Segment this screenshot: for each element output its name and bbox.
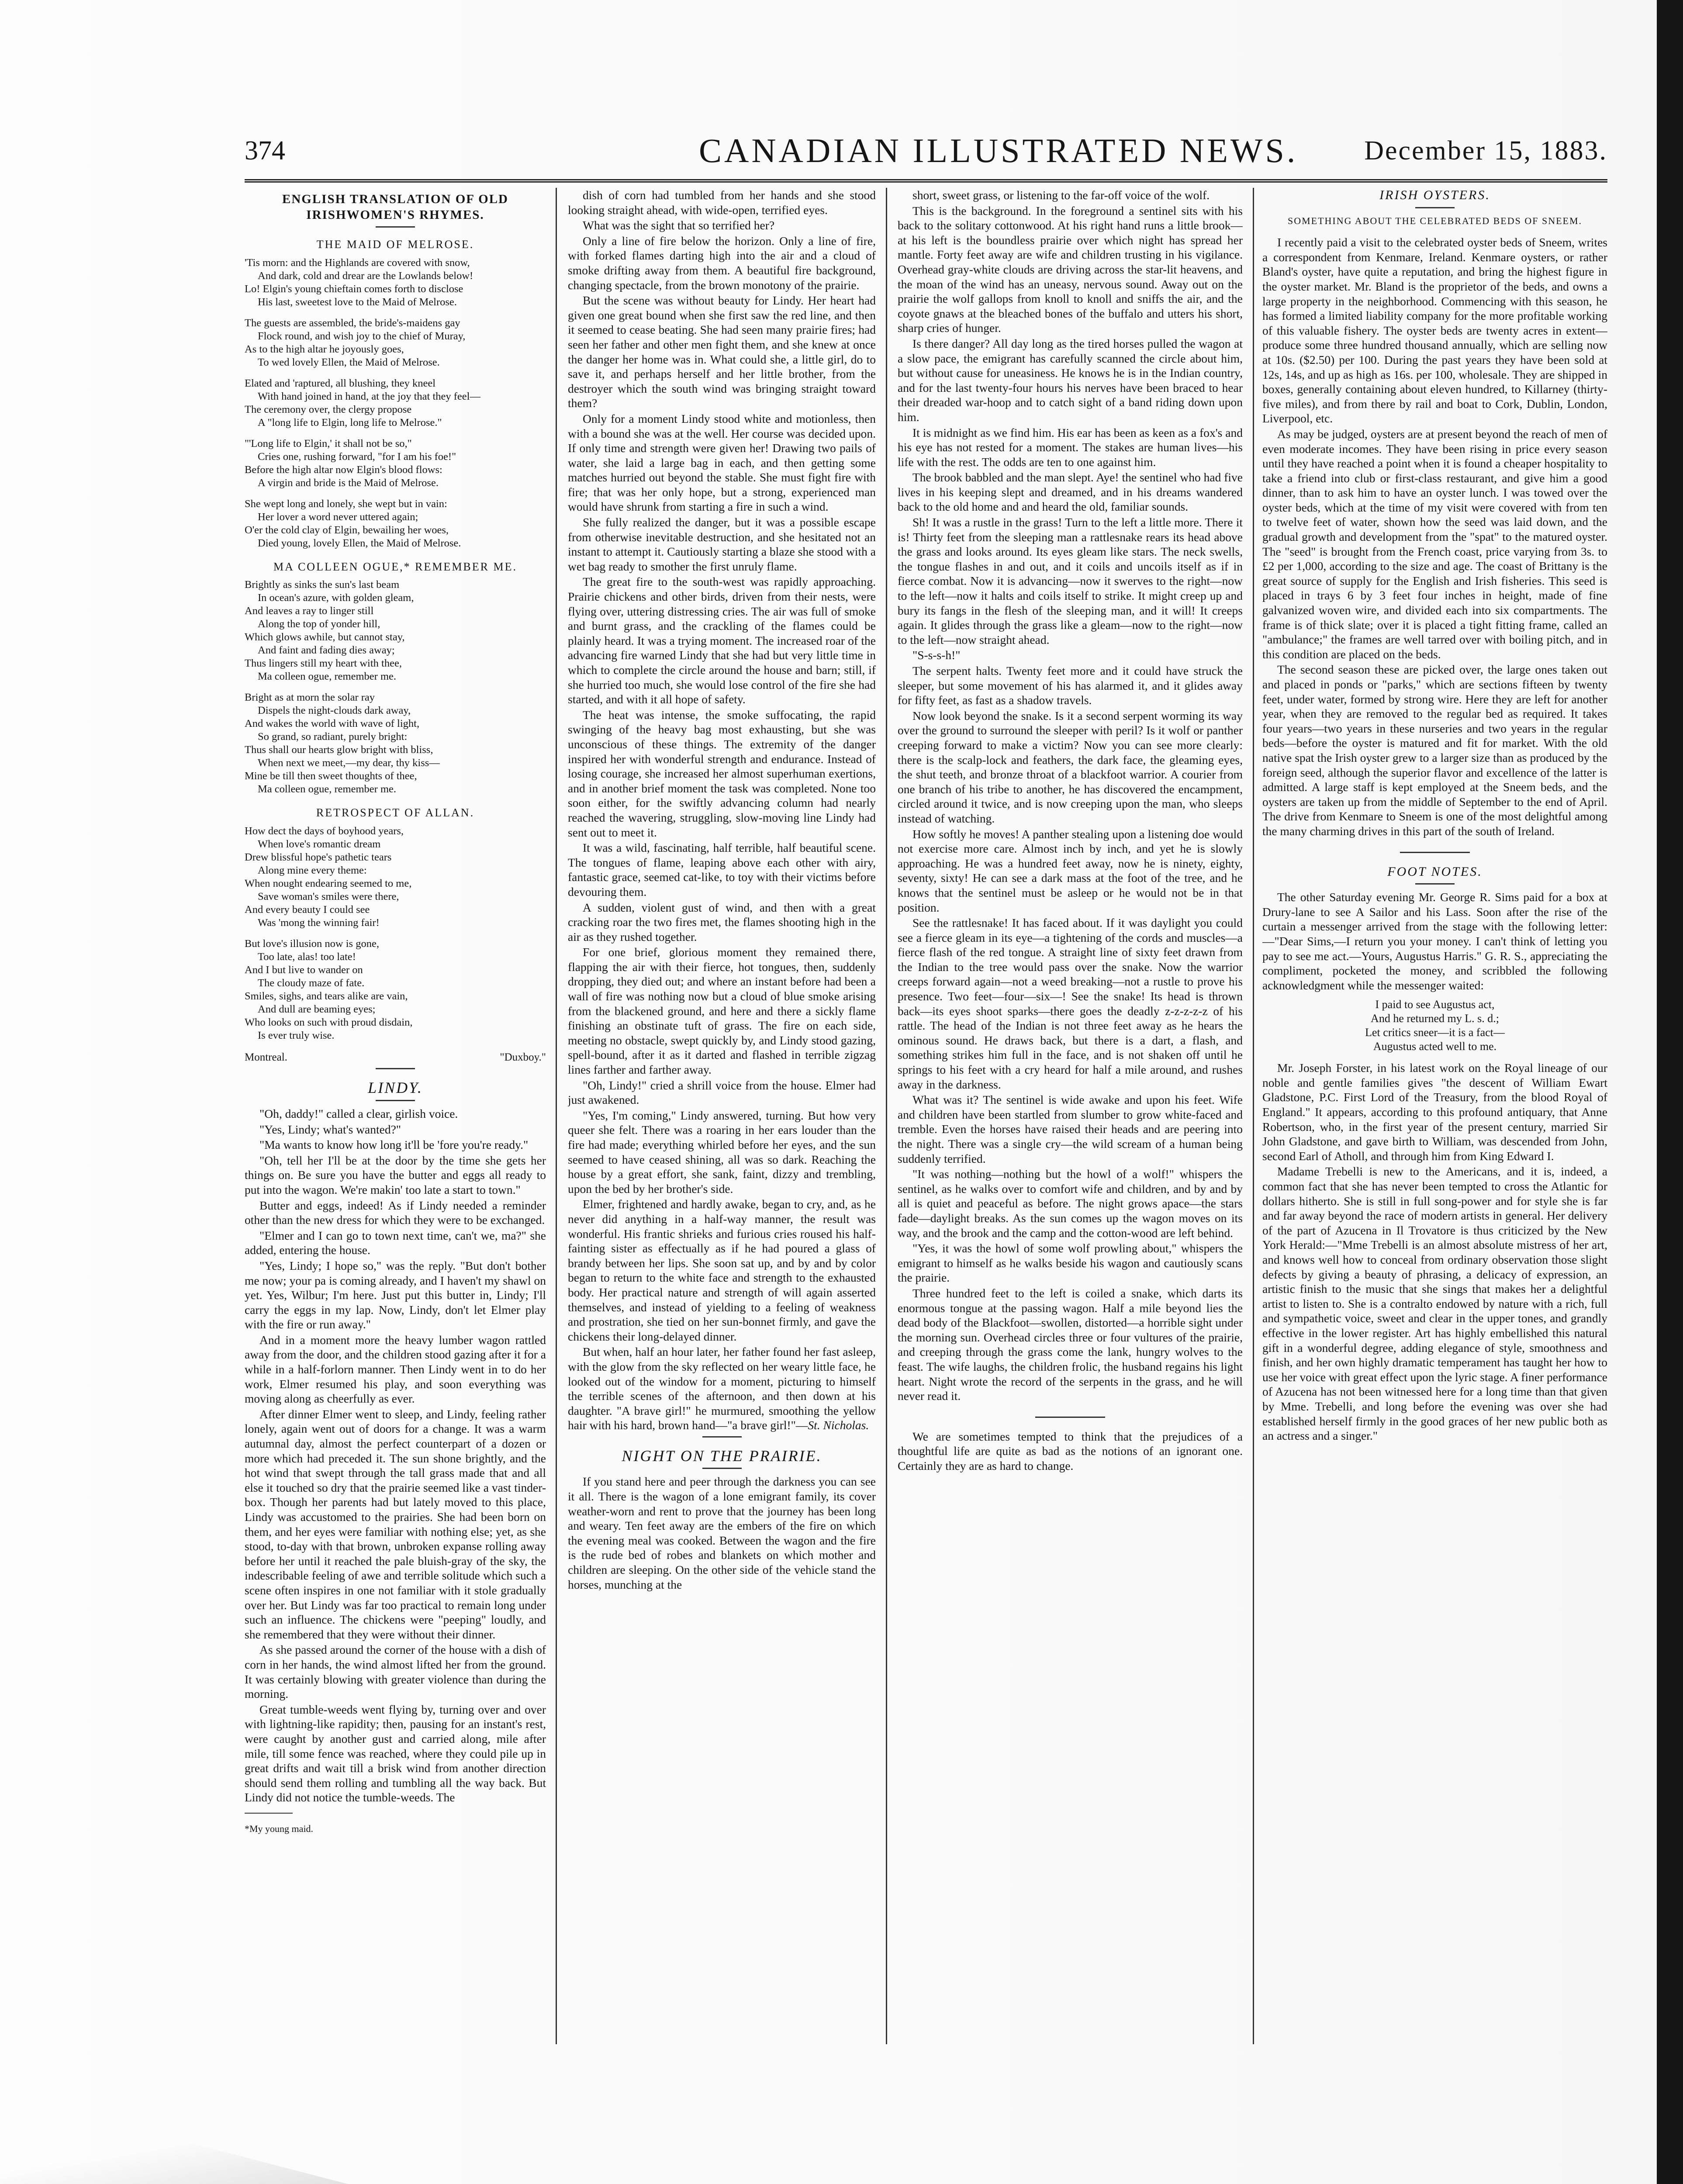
paragraph: But the scene was without beauty for Lindy. Her heart had given one great bound when she first saw the red line, and then it seemed to cease beating. She had seen many prairie fires; had seen her father and other men fight them, and she knew at once the danger her home was in. What could she, a little girl, do to save it, and perhaps herself and her little brother, from the destroyer which the south wind was bringing straight toward them? [568,294,876,410]
paragraph: Sh! It was a rustle in the grass! Turn to the left a little more. There it is! Thirty feet from the sleeping man a rattlesnake rears its head above the grass and looks around. Its eyes gleam like stars. The neck swells, the tongue flashes in and out, and it coils and uncoils itself as if in fierce combat. Now it is advancing—now it swerves to the right—now to the left—now it halts and coils itself to strike. It might creep up and bury its fangs in the flesh of the sleeping man, and it will! It creeps again. It glides through the grass like a gleam—now to the right—now to the left—now straight ahead. [898,515,1243,646]
story-title: LINDY. [368,1079,423,1097]
paragraph: For one brief, glorious moment they remained there, flapping the air with their fierce, hot tongues, then, suddenly dropping, they died out; and where an instant before had been a wall of fire was nothing now but a cloud of blue smoke arising from the blackened ground, and here and there a sickly flame finishing an obstinate tuft of grass. The fire on each side, meeting no obstacle, swept quickly by, and Lindy stood gazing, spell-bound, after it as it darted and flashed in terrible zigzag lines farther and farther away. [568,945,876,1077]
verse-line: Cries one, rushing forward, "for I am his foe!" [258,450,456,463]
poem-maid-of-melrose [245,256,546,550]
page-curl [0,2037,655,2184]
paragraph: "Oh, tell her I'll be at the door by the time she gets her things on. Be sure you have the butter and eggs all ready to put into the wagon. We're makin' too late a start to town." [245,1153,546,1196]
verse-line: As to the high altar he joyously goes, [245,343,404,355]
paragraph: "Yes, Lindy; I hope so," was the reply. "But don't bother me now; your pa is coming already, and I haven't my shawl on yet. Yes, Wilbur; I'm here. Just put this butter in, Lindy; I'll carry the eggs in my lap. Now, Lindy, don't let Elmer play with the fire or run away." [245,1258,546,1331]
divider [1415,883,1455,885]
paragraph: It was a wild, fascinating, half terrible, half beautiful scene. The tongues of flame, leaping above each other with airy, fantastic grace, seemed cat-like, to toy with their victims before devouring them. [568,841,876,898]
footnote: *My young maid. [245,1823,314,1834]
verse-line: And wakes the world with wave of light, [245,718,420,730]
paragraph: Now look beyond the snake. Is it a second serpent worming its way over the ground to surround the sleeper with peril? Is it wolf or panther creeping forward to make a victim? Now you can see more clearly: there is the scalp-lock and feathers, the dark face, the gleaming eyes, the shut teeth, and bronze throat of a blackfoot warrior. A courier from one branch of his tribe to another, he has discovered the encampment, circled around it twice, and is now creeping upon the man, who sleeps instead of watching. [898,708,1243,825]
verse-line: Save woman's smiles were there, [258,890,399,902]
poem-title: MA COLLEEN OGUE,* REMEMBER ME. [273,560,517,573]
verse-line: Thus lingers still my heart with thee, [245,657,402,670]
paragraph: Elmer, frightened and hardly awake, began to cry, and, as he never did anything in a half-way manner, the result was wonderful. His frantic shrieks and furious cries roused his half-fainting sister as effectually as if he had poured a glass of brandy between her lips. She soon sat up, and by and by color began to return to the white face and strength to the exhausted body. Her practical nature and strength of will again asserted themselves, and instead of yielding to a feeling of weakness and prostration, she tied on her sun-bonnet firmly, and gave the chickens their long-delayed dinner. [568,1197,876,1343]
verse-line: And leaves a ray to linger still [245,605,374,617]
divider [376,1100,415,1101]
paragraph: How softly he moves! A panther stealing upon a listening doe would not exercise more care. Almost inch by inch, and yet he is slowly approaching. He was a hundred feet away, now he is ninety, eighty, seventy, sixty! He can see a dark mass at the foot of the tree, and he knows that the sentinel must be asleep or he would not be in that position. [898,827,1243,914]
column-rule [886,188,887,2044]
divider [245,1813,293,1814]
verse-line: How dect the days of boyhood years, [245,825,404,837]
author: "Duxboy." [500,1051,546,1063]
paragraph: The second season these are picked over, the large ones taken out and placed in ponds or "parks," which are sections fifteen by twenty feet, under water, formed by strong wire. Here they are left for another year, when they are removed to the regular bed as required. It takes four years—two years in these nurseries and two years in the regular beds—before the oyster is matured and fit for market. With the old native spat the Irish oyster grew to a larger size than as produced by the foreign seed, although the superior flavor and excellence of the latter is admitted. A large staff is kept employed at the Sneem beds, and the oysters are taken up from the middle of September to the end of April. The drive from Kenmare to Sneem is one of the most delightful among the many charming drives in this part of the south of Ireland. [1262,663,1607,838]
paragraph: Butter and eggs, indeed! As if Lindy needed a reminder other than the new dress for which they were to be exchanged. [245,1198,546,1227]
stanza [245,437,546,490]
verse-line: Ma colleen ogue, remember me. [258,670,397,683]
verse-line: Lo! Elgin's young chieftain comes forth to disclose [245,283,463,295]
paragraph: "Oh, daddy!" called a clear, girlish voice. [259,1106,458,1120]
verse-line: With hand joined in hand, at the joy that they feel— [258,390,480,402]
paragraph: "Yes, I'm coming," Lindy answered, turning. But how very queer she felt. There was a roaring in her ears louder than the fire had made; everything whirled before her eyes, and the sun seemed to have ceased shining, all was so dark. Reaching the house by a great effort, she sank, faint, dizzy and trembling, upon the bed by her brother's side. [568,1108,876,1196]
verse-line: The guests are assembled, the bride's-maidens gay [245,317,460,329]
verse-line: So grand, so radiant, purely bright: [258,731,408,743]
verse-line: Bright as at morn the solar ray [245,691,375,704]
paragraph: "Oh, Lindy!" cried a shrill voice from the house. Elmer had just awakened. [568,1078,876,1107]
column-4 [1262,188,1607,2044]
paragraph: The brook babbled and the man slept. Aye! the sentinel who had five lives in his keeping slept and dreamed, and in his dreams wandered back to the old home and and heard the old, familiar sounds. [898,470,1243,514]
verse-line: Thus shall our hearts glow bright with bliss, [245,744,433,756]
verse-line: And dark, cold and drear are the Lowlands below! [258,270,473,282]
stanza [245,825,546,930]
divider [702,1436,742,1438]
verse-line: Too late, alas! too late! [258,950,356,963]
verse-line: Along the top of yonder hill, [258,618,380,630]
citation: St. Nicholas. [808,1418,869,1432]
paragraph: Mr. Joseph Forster, in his latest work on the Royal lineage of our noble and gentle families gives "the descent of William Ewart Gladstone, P.C. First Lord of the Treasury, from the blood Royal of England." It appears, according to this profound antiquary, that Anne Robertson, who, in the first year of the present century, married Sir John Gladstone, and gave birth to William, was descended from John, second Earl of Atholl, and through him from King Edward I. [1262,1061,1607,1163]
divider [702,1468,742,1469]
paragraph: See the rattlesnake! It has faced about. If it was daylight you could see a fierce gleam in its eye—a tightening of the cords and muscles—a fierce flash of the red tongue. A straight line of sixty feet drawn from the Indian to the tree would pass over the snake. Now the warrior creeps forward again—not a weed breaking—not a rustle to prove his presence. Two feet—four—six—! See the snake! Its head is thrown back—its eyes shoot sparks—there goes the deadly z-z-z-z-z of his rattle. The head of the Indian is not three feet away as he hears the ominous sound. He draws back, but there is a dart, a flash, and something strikes him full in the face, and is not shaken off until he springs to his feet with a cry heard for half a mile around, and rushes away in the darkness. [898,916,1243,1091]
paragraph: As may be judged, oysters are at present beyond the reach of men of even moderate incomes. They have been rising in price every season until they have reached a point when it is found a cheaper hospitality to take a friend into club or first-class restaurant, and give him a good dinner, than to ask him to have an oyster lunch. I was towed over the oyster beds, which at the time of my visit were covered with from ten to twelve feet of water, shown how the seed was laid down, and the gradual growth and development from the "spat" to the matured oyster. The "seed" is brought from the French coast, price varying from 3s. to £2 per 1,000, according to the size and age. The coast of Brittany is the great source of supply for the English and Irish fisheries. This seed is placed in trays 6 by 3 feet four inches in height, made of fine galvanized woven wire, and divided each into six compartments. The frame is of thick slate; over it is placed a tight fitting frame, called an "ambulance;" the frames are well tarred over with boiling pitch, and in this condition are placed on the beds. [1262,427,1607,661]
verse-line: She wept long and lonely, she wept but in vain: [245,498,447,510]
stanza [245,937,546,1042]
verse-line: Along mine every theme: [258,864,367,876]
verse-line: But love's illusion now is gone, [245,937,379,950]
verse-line: Smiles, sighs, and tears alike are vain, [245,990,408,1002]
story-title: NIGHT ON THE PRAIRIE. [622,1447,822,1465]
verse-line: Her lover a word never uttered again; [258,511,418,523]
paragraph: After dinner Elmer went to sleep, and Lindy, feeling rather lonely, again went out of doors for a change. It was a warm autumnal day, almost the perfect counterpart of a dozen or more which had preceded it. The sun shone brightly, and the hot wind that swept through the tall grass made that and all else it touched so dry that the prairie seemed like a vast tinder-box. Though her parents had but lately moved to this place, Lindy was accustomed to the prairies. She had been born on them, and her eyes were familiar with nothing else; yet, as she stood, to-day with that brown, unbroken expanse rolling away before her until it reached the pale bluish-gray of the sky, the indescribable feeling of awe and terrible solitude which such a scene often inspires in one not familiar with it stole gradually over her. But Lindy was far too practical to remain long under such an influence. The chickens were "peeping" loudly, and she remembered that they were without their dinner. [245,1407,546,1641]
stanza [245,578,546,683]
verse-line: Drew blissful hope's pathetic tears [245,851,392,863]
column-rule [1253,188,1254,2044]
column-2 [568,188,876,2044]
paragraph: What was it? The sentinel is wide awake and upon his feet. Wife and children have been startled from slumber to grow white-faced and tremble. Even the horses have raised their heads and are peering into the night. There was a single cry—the wild scream of a human being suddenly terrified. [898,1093,1243,1165]
verse [1262,998,1607,1054]
paragraph: But when, half an hour later, her father found her fast asleep, with the glow from the sky reflected on her weary little face, he looked out of the window for a moment, picturing to himself the terrible scenes of the afternoon, and then down at his daughter. "A brave girl!" he murmured, smoothing the yellow hair with his hard, brown hand—"a brave girl!"—St. Nicholas. [568,1345,876,1432]
verse-line: Is ever truly wise. [258,1029,335,1041]
verse-line: When nought endearing seemed to me, [245,877,412,889]
stanza [245,256,546,309]
verse-line: Died young, lovely Ellen, the Maid of Melrose. [258,537,461,549]
paragraph: This is the background. In the foreground a sentinel sits with his back to the solitary cottonwood. At his right hand runs a little brook—at his left is the boundless prairie over which night has spread her mantle. Forty feet away are wife and children trusting in his vigilance. Overhead gray-white clouds are driving across the star-lit heavens, and the moan of the wind has an uneasy, nervous sound. Away out on the prairie the wolf gallops from knoll to knoll and sniffs the air, and the coyote gnaws at the bleached bones of the buffalo and utters his short, sharp cries of hunger. [898,204,1243,335]
verse-line: Ma colleen ogue, remember me. [258,783,397,795]
paragraph: And in a moment more the heavy lumber wagon rattled away from the door, and the children stood gazing after it for a while in a half-forlorn manner. Then Lindy went in to do her work, Elmer resumed his play, and soon everything was moving along as cheerfully as ever. [245,1333,546,1406]
verse-line: His last, sweetest love to the Maid of Melrose. [258,296,457,308]
divider [376,1068,415,1069]
verse-line: Which glows awhile, but cannot stay, [245,631,405,643]
paragraph: dish of corn had tumbled from her hands and she stood looking straight ahead, with wide-open, terrified eyes. [568,188,876,217]
verse-line: O'er the cold clay of Elgin, bewailing her woes, [245,524,449,536]
verse-line: 'Tis morn: and the Highlands are covered with snow, [245,256,470,269]
story-continuation [568,188,876,1433]
paragraph: Madame Trebelli is new to the Americans, and it is, indeed, a common fact that she has never been tempted to cross the Atlantic for dollars hitherto. She is still in full song-power and for style she is far and far away beyond the race of modern artists in general. Her delivery of the part of Azucena in Il Trovatore is thus criticized by the New York Herald:—"Mme Trebelli is an almost absolute mistress of her art, and knows well how to conceal from ordinary observation those slight defects by giving a beauty of phrasing, a delicacy of expression, an artistic finish to the music that she sings that makes her a delightful artist to listen to. She is a contralto endowed by nature with a rich, full and sympathetic voice, sweet and clear in the upper tones, and grandly effective in the lower register. Art has highly embellished this natural gift in a wonderful degree, adding elegance of style, smoothness and finish, and her own highly dramatic temperament has taught her how to use her voice with great effect upon the lyric stage. A finer performance of Azucena has not been witnessed here for a long time than that given by Mme. Trebelli, and long before the evening was over she had established herself firmly in the good graces of her new public both as an actress and a singer." [1262,1165,1607,1443]
stanza [245,317,546,369]
verse-line: Brightly as sinks the sun's last beam [245,579,400,591]
paragraph: short, sweet grass, or listening to the far-off voice of the wolf. [912,188,1210,202]
verse-line: "'Long life to Elgin,' it shall not be so," [245,437,412,449]
paragraph: Is there danger? All day long as the tired horses pulled the wagon at a slow pace, the emigrant has carefully scanned the circle about him, but without cause for uneasiness. He knows he is in the Indian country, and for the last twenty-four hours his nerves have been braced to hear their dreaded war-hoop and to catch sight of a band riding down upon him. [898,336,1243,424]
verse-line: To wed lovely Ellen, the Maid of Melrose. [258,356,440,368]
verse-line: Was 'mong the winning fair! [258,916,380,929]
column-3 [898,188,1243,2044]
verse-line: And I but live to wander on [245,964,363,976]
paragraph: The other Saturday evening Mr. George R. Sims paid for a box at Drury-lane to see A Sailor and his Lass. Soon after the rise of the curtain a messenger arrived from the stage with the following letter:—"Dear Sims,—I return you your money. I can't think of letting you pay to see me act.—Yours, Augustus Harris." G. R. S., appreciating the compliment, pocketed the money, and scribbled the following acknowledgment while the messenger waited: [1262,890,1607,992]
divider [376,226,415,228]
verse-line: When love's romantic dream [258,838,381,850]
verse-line: And every beauty I could see [245,903,370,916]
column-rule [556,188,557,2044]
column-1 [245,188,546,2044]
paragraph: Only for a moment Lindy stood white and motionless, then with a bound she was at the well. Her course was decided upon. If only time and strength were given her! Drawing two pails of water, she laid a large bag in each, and then getting some matches hurried out beyond the stable. She must fight fire with fire; that was her only hope, but a strong, experienced man would have shrunk from starting a fire in such a wind. [568,411,876,514]
divider [1035,1417,1105,1418]
paragraph: I recently paid a visit to the celebrated oyster beds of Sneem, writes a correspondent from Kenmare, Ireland. Kenmare oysters, or rather Bland's oyster, have quite a reputation, and bring the highest figure in the oyster market. Mr. Bland is the proprietor of the beds, and owns a large property in the neighborhood. Commencing with this season, he has formed a limited liability company for the more profitable working of this valuable fishery. The oyster beds are twenty acres in extent—produce some three hundred thousand annually, which are selling now at 10s. ($2.50) per 100. During the past years they have been sold at 12s, 14s, and up as high as 16s. per 100, wholesale. They are shipped in boxes, generally containing about eleven hundred, to Killarney (thirty-five miles), and from there by rail and boat to Cork, Dublin, London, Liverpool, etc. [1262,235,1607,425]
verse-line: A "long life to Elgin, long life to Melrose." [258,416,442,429]
paragraph: The heat was intense, the smoke suffocating, the rapid swinging of the heavy bag most exhausting, but she was unconscious of these things. The extremity of the danger inspired her with wonderful strength and endurance. Instead of losing courage, she increased her almost superhuman exertions, and in another brief moment the task was completed. None too soon either, for the swiftly advancing column had nearly reached the wavering, struggling, slow-moving line Lindy had sent out to meet it. [568,708,876,839]
stanza [245,377,546,429]
verse-line: In ocean's azure, with golden gleam, [258,592,414,604]
article-title: IRISH OYSTERS. [1379,188,1490,202]
closing-paragraph: We are sometimes tempted to think that the prejudices of a thoughtful life are quite as bad as the notions of an ignorant one. Certainly they are as hard to change. [898,1429,1243,1472]
verse-line: A virgin and bride is the Maid of Melrose. [258,477,439,489]
article-body [1262,235,1607,838]
paragraph: "S-s-s-h!" [912,648,961,662]
verse-line: And dull are beaming eyes; [258,1003,376,1015]
paragraph: Three hundred feet to the left is coiled a snake, which darts its enormous tongue at the passing wagon. Half a mile beyond lies the dead body of the Blackfoot—swollen, distorted—a horrible sight under the morning sun. Overhead circles three or four vultures of the prairie, and creeping through the grass come the lank, hungry wolves to the feast. The wife laughs, the children frolic, the husband regains his light heart. Night wrote the record of the serpents in the grass, and he will never read it. [898,1286,1243,1403]
paragraph: It is midnight as we find him. His ear has been as keen as a fox's and his eye has not rested for a moment. The stakes are human lives—his life with the rest. The odds are ten to one against him. [898,425,1243,469]
verse-line: Before the high altar now Elgin's blood flows: [245,463,442,476]
verse-line: The cloudy maze of fate. [258,977,365,989]
verse-line: And faint and fading dies away; [258,644,395,657]
paragraph: The great fire to the south-west was rapidly approaching. Prairie chickens and other birds, driven from their nests, were flying over, uttering distressing cries. The air was full of smoke and burnt grass, and the crackling of the flames could be plainly heard. It was a trying moment. The increased roar of the advancing fire warned Lindy that she had but very little time in which to complete the circle around the house and barn; still, if she hurried too much, she would lose control of the fire she had started, and with it all hope of safety. [568,575,876,706]
verse-line: The ceremony over, the clergy propose [245,403,412,415]
paragraph: The serpent halts. Twenty feet more and it could have struck the sleeper, but some movement of his has alarmed it, and it glides away for fifty feet, as fast as a shadow travels. [898,664,1243,707]
paragraph: She fully realized the danger, but it was a possible escape from otherwise inevitable destruction, and she hesitated not an instant to attempt it. Cautiously starting a blaze she stood with a wet bag ready to smother the first unruly flame. [568,515,876,573]
paragraph: "Yes, it was the howl of some wolf prowling about," whispers the emigrant to himself as he walks beside his wagon and cautiously scans the prairie. [898,1241,1243,1285]
paragraph: "Ma wants to know how long it'll be 'fore you're ready." [259,1138,529,1152]
article-body [1262,890,1607,992]
divider [1415,207,1455,208]
paragraph: What was the sight that so terrified her? [583,218,775,232]
newspaper-title: CANADIAN ILLUSTRATED NEWS. [699,131,1298,169]
stanza [245,498,546,550]
page-edge-shadow [1657,0,1683,2184]
story-continuation [898,188,1243,1403]
issue-date: December 15, 1883. [1364,136,1607,166]
poem-ma-colleen-ogue [245,578,546,796]
paragraph: If you stand here and peer through the darkness you can see it all. There is the wagon of a lone emigrant family, its cover weather-worn and rent to prove that the journey has been long and weary. Ten feet away are the embers of the fire on which the evening meal was cooked. Between the wagon and the fire is the rude bed of robes and blankets on which mother and children are sleeping. On the other side of the vehicle stand the horses, munching at the [568,1475,876,1591]
paragraph: "Elmer and I can go to town next time, can't we, ma?" she added, entering the house. [245,1228,546,1257]
stanza [245,691,546,796]
paragraph: "Yes, Lindy; what's wanted?" [259,1122,401,1136]
article-body [1262,1061,1607,1443]
paragraph: A sudden, violent gust of wind, and then with a great cracking roar the two fires met, the flames shooting high in the air as they rushed together. [568,900,876,943]
story-body [568,1474,876,1592]
place: Montreal. [245,1051,287,1063]
poem-title: THE MAID OF MELROSE. [316,238,474,251]
paragraph: Great tumble-weeds went flying by, turning over and over with lightning-like rapidity; then, pausing for an instant's rest, were caught by another gust and carried along, mile after mile, till some fence was reached, where they could pile up in great drifts and wait till a brisk wind from another direction should send them rolling and tumbling all the way back. But Lindy did not notice the tumble-weeds. The [245,1702,546,1804]
verse-line: Augustus acted well to me. [1373,1040,1497,1053]
masthead [245,131,1607,183]
verse-line: And he returned my L. s. d.; [1371,1012,1499,1025]
paragraph: Only a line of fire below the horizon. Only a line of fire, with forked flames darting high into the air and a cloud of smoke drifting away from them. A beautiful fire background, changing spectacle, from the brown monotony of the prairie. [568,234,876,292]
article-title: FOOT NOTES. [1387,864,1483,879]
paragraph: As she passed around the corner of the house with a dish of corn in her hands, the wind almost lifted her from the ground. It was certainly blowing with greater violence than during the morning. [245,1643,546,1701]
section-heading: ENGLISH TRANSLATION OF OLD IRISHWOMEN'S RHYMES. [282,192,508,222]
poem-signature [245,1050,546,1065]
article-subtitle: SOMETHING ABOUT THE CELEBRATED BEDS OF SNEEM. [1287,215,1583,226]
verse-line: Flock round, and wish joy to the chief of Muray, [258,330,466,342]
verse-line: I paid to see Augustus act, [1375,998,1495,1011]
story-body [245,1106,546,1805]
poem-title: RETROSPECT OF ALLAN. [316,806,475,819]
poem-retrospect-of-allan [245,825,546,1042]
verse-line: When next we meet,—my dear, thy kiss— [258,757,440,769]
verse-line: Let critics sneer—it is a fact— [1365,1026,1505,1039]
divider [1400,852,1470,853]
paragraph: "It was nothing—nothing but the howl of a wolf!" whispers the sentinel, as he walks over to comfort wife and children, and by and by all is quiet and peaceful as before. The night grows apace—the stars fade—daylight breaks. As the sun comes up the wagon moves on its way, and the brook and the camp and the cotton-wood are left behind. [898,1167,1243,1240]
verse-line: Dispels the night-clouds dark away, [258,705,411,717]
verse-line: Mine be till then sweet thoughts of thee, [245,770,417,782]
page-number: 374 [245,136,285,166]
verse-line: Who looks on such with proud disdain, [245,1016,413,1028]
verse-line: Elated and 'raptured, all blushing, they kneel [245,377,436,389]
